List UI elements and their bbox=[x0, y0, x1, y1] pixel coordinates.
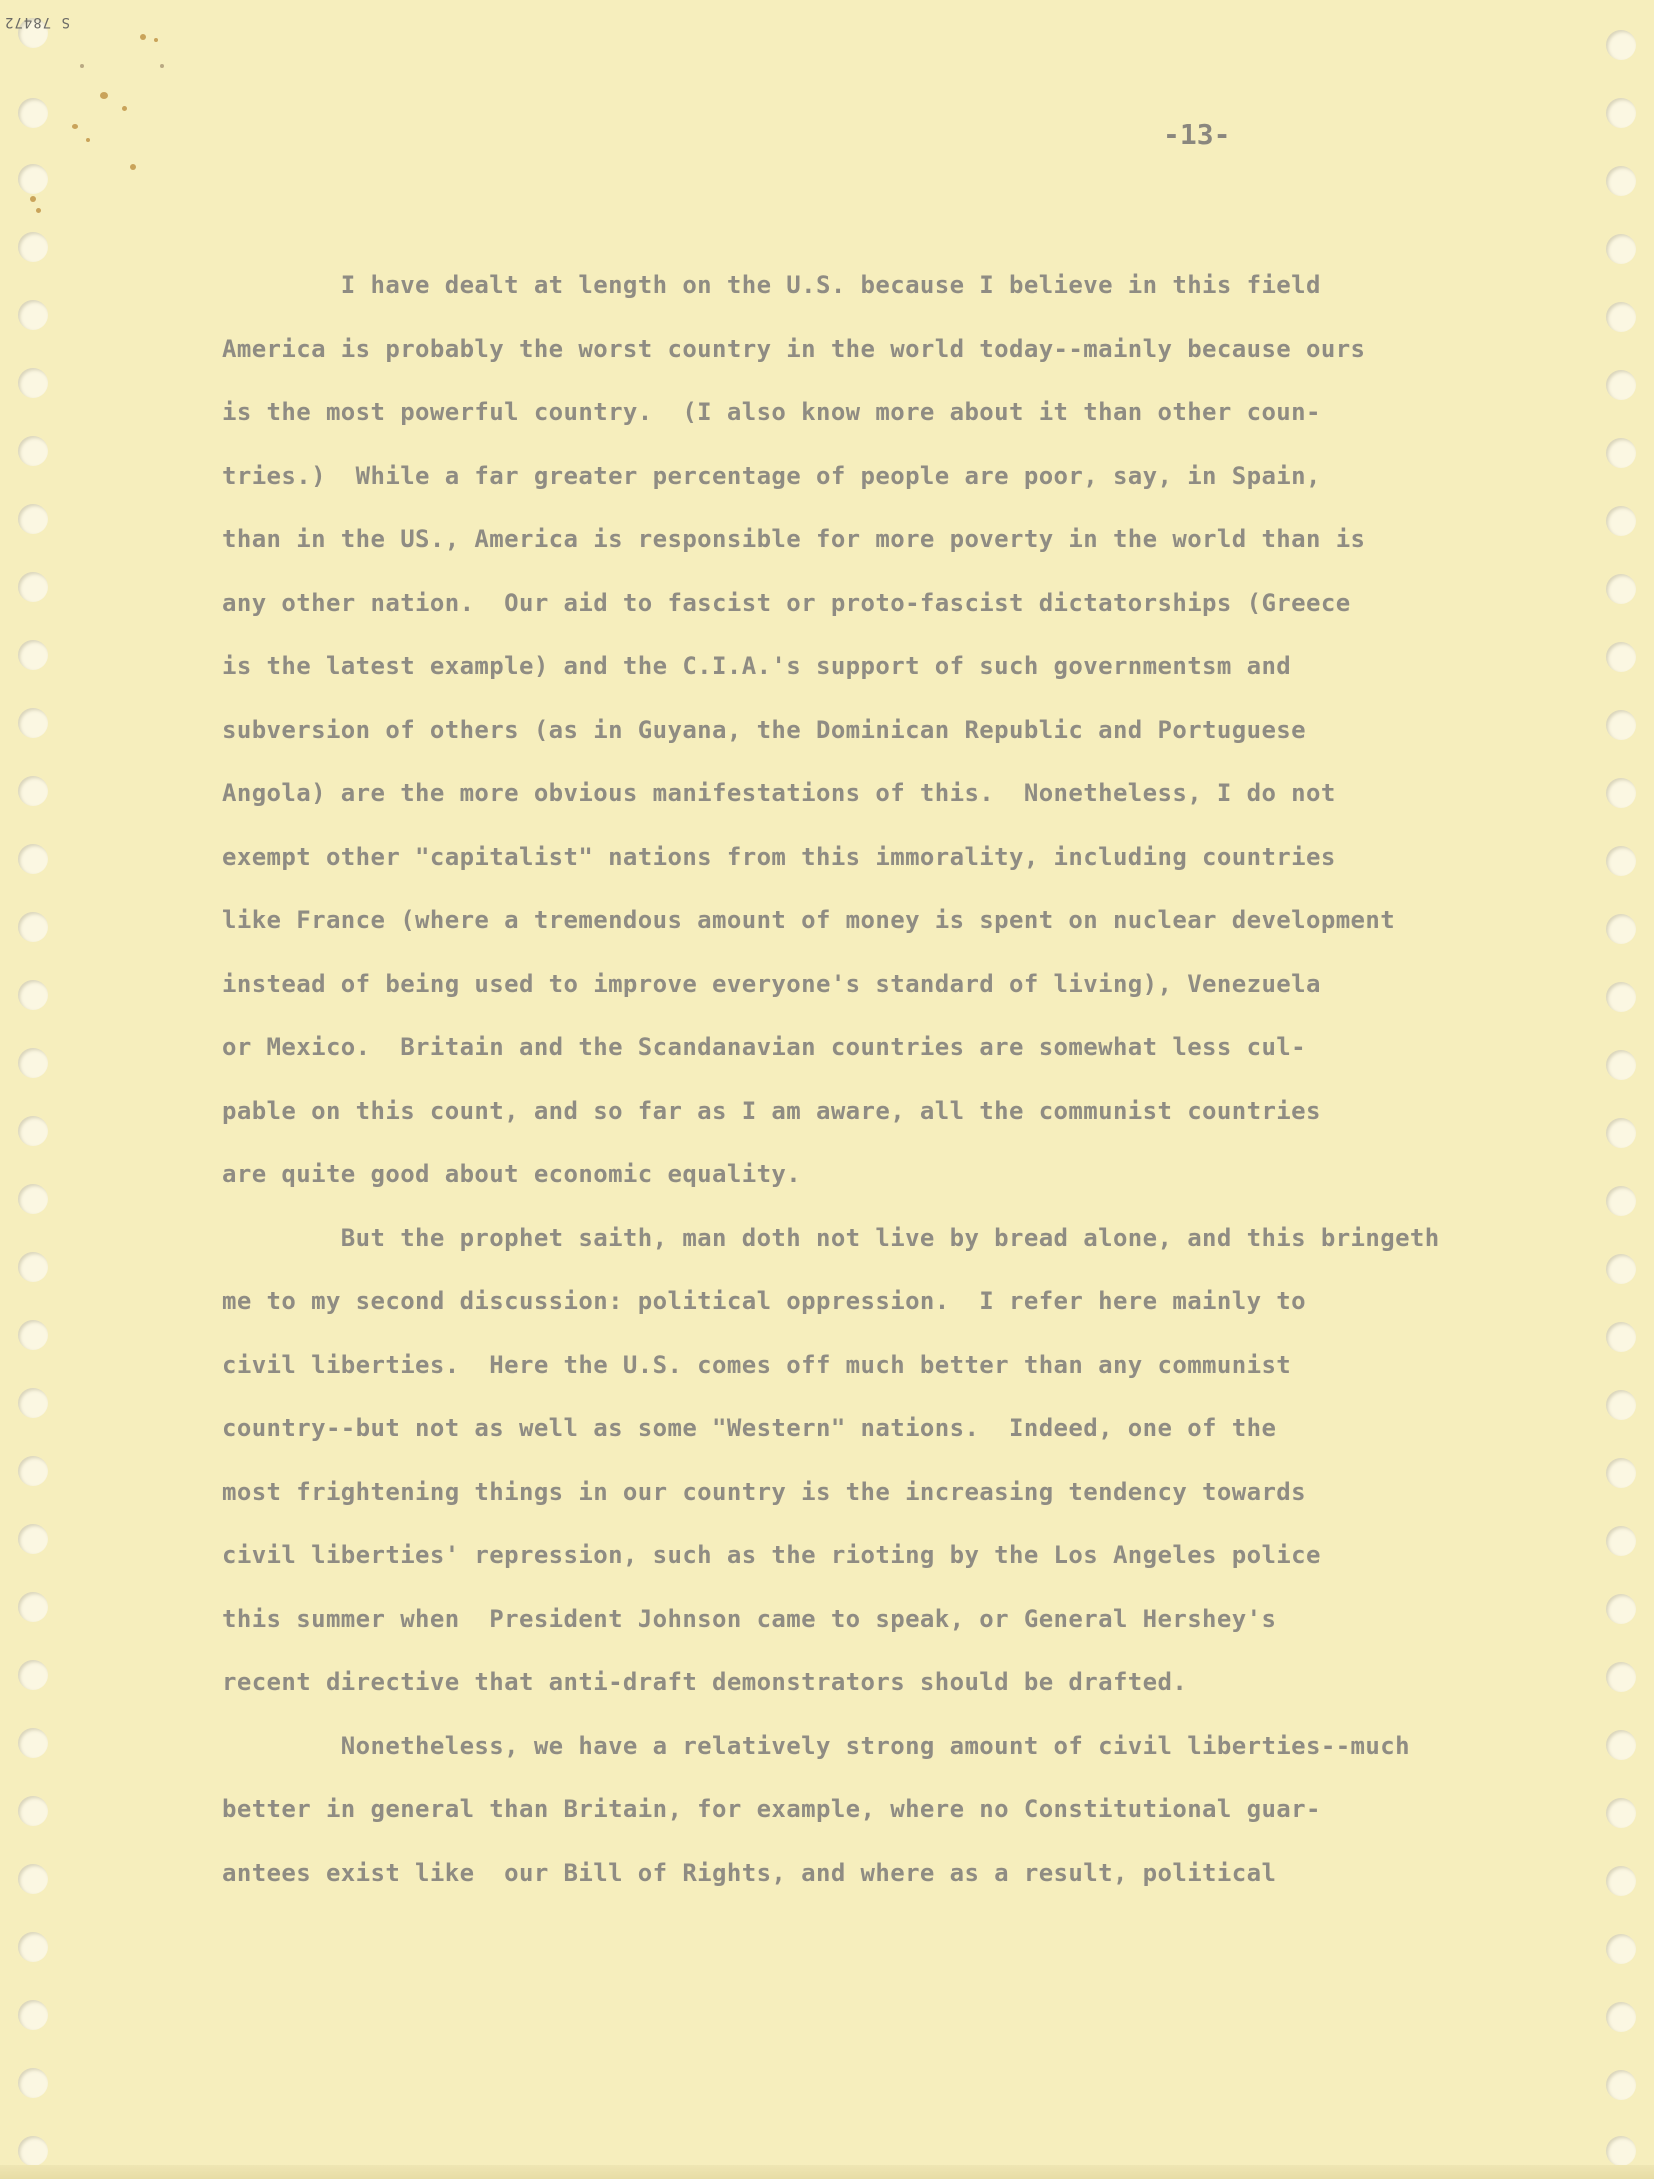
tractor-hole bbox=[18, 640, 48, 670]
tractor-hole bbox=[1606, 438, 1636, 468]
tractor-hole bbox=[18, 504, 48, 534]
text-line: or Mexico. Britain and the Scandanavian countries are somewhat less cul- bbox=[222, 1033, 1306, 1061]
tractor-hole bbox=[1606, 574, 1636, 604]
tractor-hole bbox=[1606, 30, 1636, 60]
tractor-hole bbox=[1606, 1730, 1636, 1760]
tractor-hole bbox=[1606, 1322, 1636, 1352]
typed-text-body bbox=[222, 254, 1542, 1905]
tractor-hole bbox=[1606, 1526, 1636, 1556]
tractor-hole bbox=[18, 232, 48, 262]
tractor-hole bbox=[1606, 302, 1636, 332]
page-number: -13- bbox=[1163, 118, 1231, 151]
tractor-hole bbox=[18, 1320, 48, 1350]
tractor-hole bbox=[1606, 2002, 1636, 2032]
text-line: subversion of others (as in Guyana, the Dominican Republic and Portuguese bbox=[222, 715, 1306, 744]
text-line: tries.) While a far greater percentage of people are poor, say, in Spain, bbox=[222, 461, 1321, 490]
tractor-hole bbox=[1606, 234, 1636, 264]
text-line: civil liberties. Here the U.S. comes off much better than any communist bbox=[222, 1350, 1292, 1379]
text-line: most frightening things in our country is the increasing tendency towards bbox=[222, 1477, 1306, 1506]
tractor-hole bbox=[1606, 1594, 1636, 1624]
bottom-paper-edge bbox=[0, 2165, 1654, 2179]
text-line: I have dealt at length on the U.S. because I believe in this field bbox=[222, 271, 1321, 299]
tractor-hole bbox=[1606, 710, 1636, 740]
text-line: me to my second discussion: political oppression. I refer here mainly to bbox=[222, 1287, 1306, 1315]
tractor-hole bbox=[1606, 1662, 1636, 1692]
tractor-hole bbox=[1606, 1050, 1636, 1080]
text-line: pable on this count, and so far as I am aware, all the communist countries bbox=[222, 1096, 1321, 1125]
tractor-hole bbox=[18, 1728, 48, 1758]
tractor-hole bbox=[18, 1184, 48, 1214]
tractor-hole bbox=[18, 300, 48, 330]
tractor-hole bbox=[1606, 914, 1636, 944]
text-line: like France (where a tremendous amount of money is spent on nuclear development bbox=[222, 906, 1396, 934]
tractor-hole bbox=[1606, 1390, 1636, 1420]
tractor-hole bbox=[1606, 98, 1636, 128]
tractor-hole bbox=[18, 572, 48, 602]
tractor-hole bbox=[1606, 1186, 1636, 1216]
corner-stamp: S 78472 bbox=[4, 14, 71, 30]
tractor-hole bbox=[1606, 846, 1636, 876]
tractor-hole bbox=[1606, 166, 1636, 196]
text-line: country--but not as well as some "Western" nations. Indeed, one of the bbox=[222, 1414, 1277, 1442]
tractor-hole bbox=[18, 912, 48, 942]
text-line: But the prophet saith, man doth not live by bread alone, and this bringeth bbox=[222, 1223, 1440, 1252]
tractor-hole bbox=[18, 1796, 48, 1826]
stain-specks bbox=[30, 20, 160, 220]
left-tractor-holes bbox=[18, 0, 58, 2179]
tractor-hole bbox=[1606, 370, 1636, 400]
tractor-hole bbox=[1606, 2136, 1636, 2166]
tractor-hole bbox=[18, 1660, 48, 1690]
tractor-hole bbox=[18, 980, 48, 1010]
tractor-hole bbox=[18, 1524, 48, 1554]
text-line: is the latest example) and the C.I.A.'s support of such governmentsm and bbox=[222, 652, 1292, 680]
tractor-hole bbox=[1606, 1934, 1636, 1964]
tractor-hole bbox=[1606, 1254, 1636, 1284]
text-line: this summer when President Johnson came to speak, or General Hershey's bbox=[222, 1604, 1277, 1633]
text-line: recent directive that anti-draft demonstrators should be drafted. bbox=[222, 1668, 1188, 1696]
text-line: Angola) are the more obvious manifestations of this. Nonetheless, I do not bbox=[222, 779, 1336, 807]
tractor-hole bbox=[18, 1932, 48, 1962]
tractor-hole bbox=[1606, 778, 1636, 808]
tractor-hole bbox=[18, 1456, 48, 1486]
tractor-hole bbox=[18, 1388, 48, 1418]
tractor-hole bbox=[1606, 1798, 1636, 1828]
tractor-hole bbox=[18, 1116, 48, 1146]
tractor-hole bbox=[1606, 2070, 1636, 2100]
tractor-hole bbox=[1606, 642, 1636, 672]
tractor-hole bbox=[18, 2068, 48, 2098]
text-line: civil liberties' repression, such as the rioting by the Los Angeles police bbox=[222, 1541, 1321, 1569]
tractor-hole bbox=[18, 776, 48, 806]
text-line: exempt other "capitalist" nations from this immorality, including countries bbox=[222, 842, 1336, 871]
tractor-hole bbox=[18, 1592, 48, 1622]
text-line: is the most powerful country. (I also know more about it than other coun- bbox=[222, 398, 1321, 426]
text-line: any other nation. Our aid to fascist or proto-fascist dictatorships (Greece bbox=[222, 588, 1351, 617]
text-line: antees exist like our Bill of Rights, and where as a result, political bbox=[222, 1858, 1277, 1887]
text-line: Nonetheless, we have a relatively strong amount of civil liberties--much bbox=[222, 1731, 1410, 1760]
text-line: America is probably the worst country in the world today--mainly because ours bbox=[222, 334, 1366, 363]
tractor-hole bbox=[1606, 1458, 1636, 1488]
text-line: better in general than Britain, for example, where no Constitutional guar- bbox=[222, 1795, 1321, 1823]
text-line: are quite good about economic equality. bbox=[222, 1160, 802, 1188]
right-tractor-holes bbox=[1606, 0, 1646, 2179]
text-line: instead of being used to improve everyone's standard of living), Venezuela bbox=[222, 969, 1321, 998]
tractor-hole bbox=[18, 368, 48, 398]
tractor-hole bbox=[1606, 1118, 1636, 1148]
tractor-hole bbox=[18, 1048, 48, 1078]
tractor-hole bbox=[18, 708, 48, 738]
text-line: than in the US., America is responsible for more poverty in the world than is bbox=[222, 525, 1366, 553]
tractor-hole bbox=[18, 2136, 48, 2166]
tractor-hole bbox=[18, 2000, 48, 2030]
tractor-hole bbox=[1606, 506, 1636, 536]
tractor-hole bbox=[1606, 982, 1636, 1012]
tractor-hole bbox=[18, 1864, 48, 1894]
tractor-hole bbox=[18, 1252, 48, 1282]
tractor-hole bbox=[18, 844, 48, 874]
tractor-hole bbox=[18, 436, 48, 466]
tractor-hole bbox=[1606, 1866, 1636, 1896]
